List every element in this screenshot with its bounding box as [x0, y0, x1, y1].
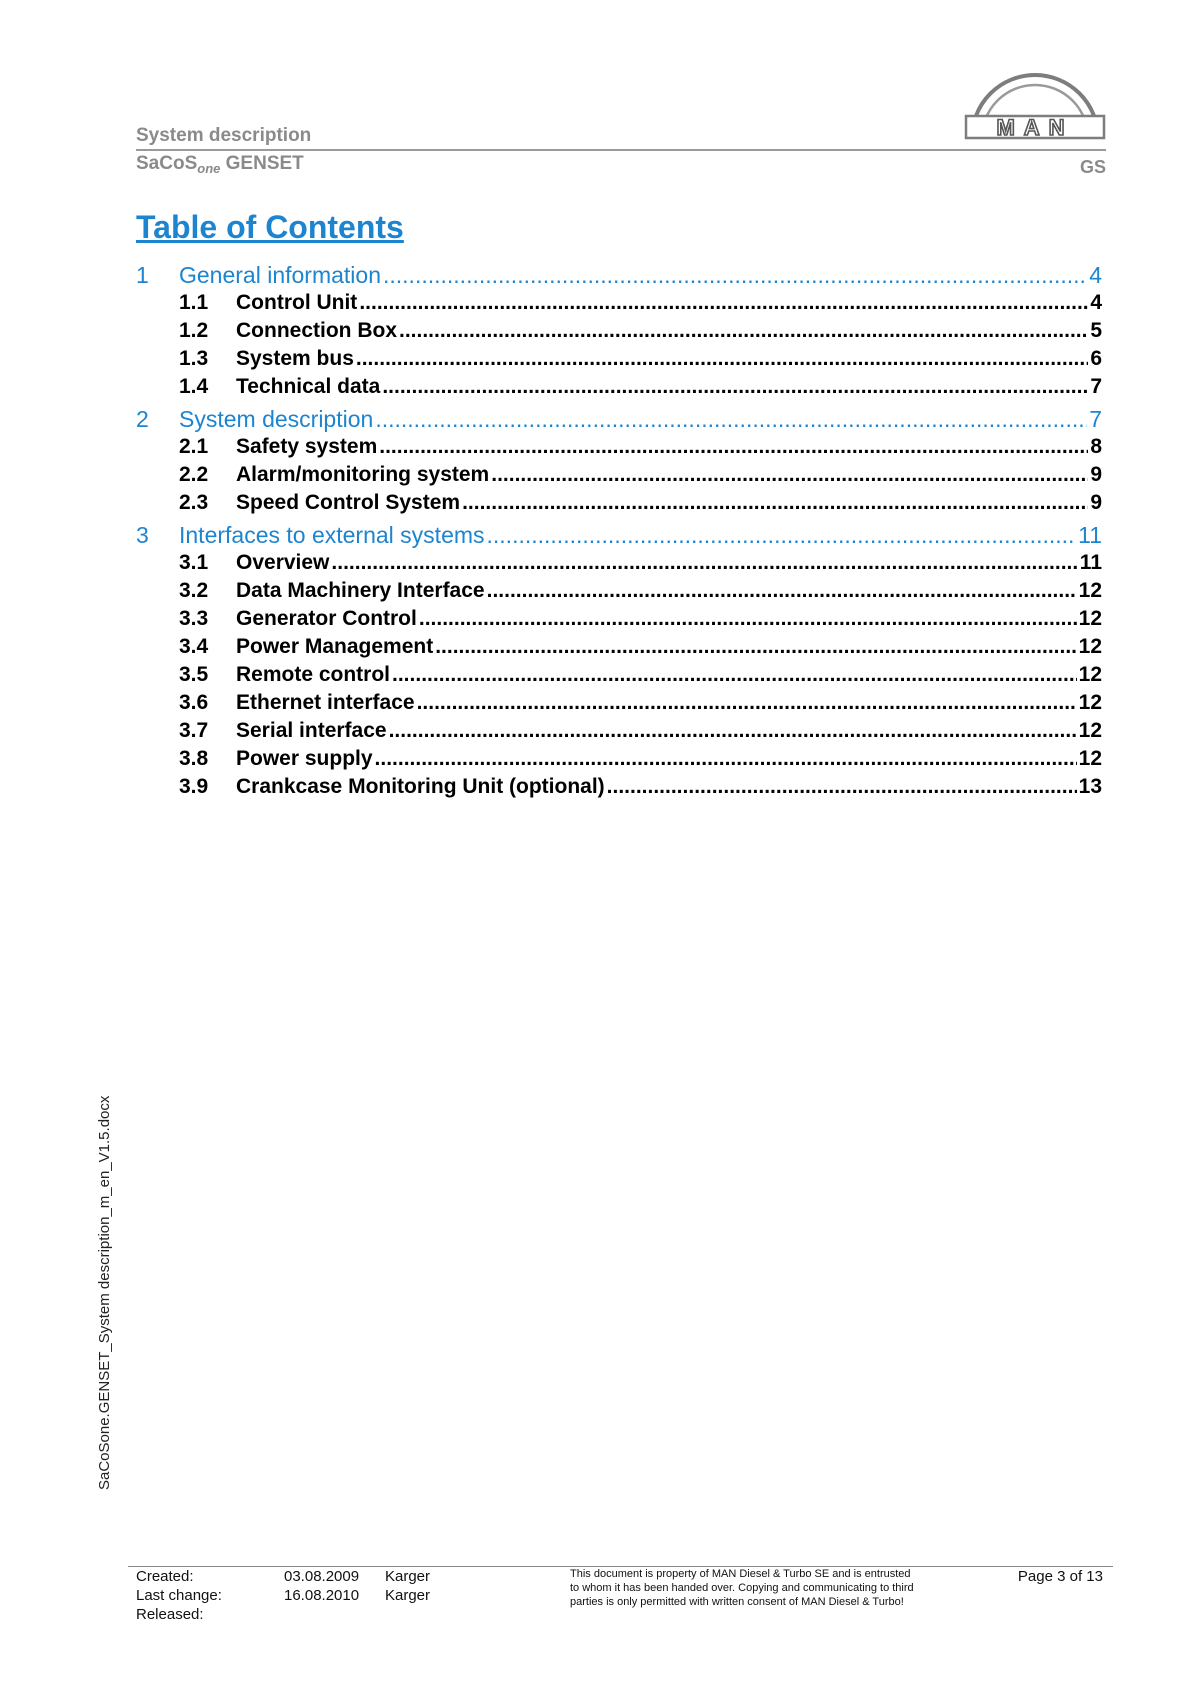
toc-entry-title: Ethernet interface — [236, 691, 415, 714]
toc-entry-number: 1.3 — [179, 347, 209, 370]
created-by: Karger — [385, 1568, 431, 1585]
toc-entry-title: Alarm/monitoring system — [236, 463, 490, 486]
toc-entry-title: System description — [179, 406, 374, 432]
toc-entry-number: 1 — [136, 262, 149, 288]
toc-leader-dots — [392, 663, 1077, 687]
toc-leader-dots — [462, 491, 1088, 515]
toc-entry-page: 4 — [1090, 291, 1102, 314]
header-divider — [136, 149, 1106, 151]
toc-entry-2-2[interactable] — [179, 463, 1102, 487]
doc-type-title: System description — [136, 125, 312, 146]
last-change-date: 16.08.2010 — [284, 1587, 360, 1604]
toc-entry-number: 3 — [136, 522, 149, 548]
toc-leader-dots — [399, 319, 1088, 343]
side-filename: SaCoSone.GENSET_System description_m_en_V1.5.docx — [96, 1095, 113, 1490]
notice-line: parties is only permitted with written consent of MAN Diesel & Turbo! — [570, 1596, 904, 1608]
toc-entry-title: Safety system — [236, 435, 378, 458]
toc-entry-number: 2.2 — [179, 463, 209, 486]
created-label: Created: — [136, 1568, 194, 1585]
toc-leader-dots — [607, 775, 1077, 799]
created-date: 03.08.2009 — [284, 1568, 360, 1585]
toc-entry-page: 12 — [1078, 691, 1102, 714]
toc-entry-2[interactable] — [136, 406, 1102, 433]
toc-entry-page: 13 — [1078, 775, 1102, 798]
toc-entry-number: 3.7 — [179, 719, 209, 742]
toc-entry-title: Connection Box — [236, 319, 397, 342]
toc-entry-3-9[interactable] — [179, 775, 1102, 799]
toc-entry-title: Generator Control — [236, 607, 417, 630]
toc-entry-page: 12 — [1078, 579, 1102, 602]
toc-entry-3-7[interactable] — [179, 719, 1102, 743]
toc-heading[interactable]: Table of Contents — [136, 209, 404, 245]
toc-entry-title: Technical data — [236, 375, 381, 398]
toc-leader-dots — [356, 347, 1088, 371]
toc-entry-1-4[interactable] — [179, 375, 1102, 399]
copyright-notice — [570, 1567, 970, 1609]
toc-entry-page: 11 — [1079, 551, 1102, 574]
toc-entry-title: General information — [179, 262, 381, 288]
toc-leader-dots — [487, 522, 1077, 549]
toc-entry-title: Speed Control System — [236, 491, 461, 514]
toc-entry-title: Power Management — [236, 635, 434, 658]
toc-entry-page: 12 — [1078, 747, 1102, 770]
toc-entry-title: Serial interface — [236, 719, 387, 742]
toc-entry-title: Control Unit — [236, 291, 358, 314]
toc-entry-title: Remote control — [236, 663, 391, 686]
toc-entry-3-1[interactable] — [179, 551, 1102, 575]
toc-entry-page: 9 — [1090, 491, 1102, 514]
toc-leader-dots — [435, 635, 1076, 659]
toc-entry-number: 3.9 — [179, 775, 209, 798]
toc-leader-dots — [375, 406, 1087, 433]
toc-entry-title: Crankcase Monitoring Unit (optional) — [236, 775, 605, 798]
toc-entry-page: 12 — [1078, 663, 1102, 686]
toc-leader-dots — [331, 551, 1077, 575]
toc-entry-3-3[interactable] — [179, 607, 1102, 631]
notice-line: This document is property of MAN Diesel & Turbo SE and is entrusted — [570, 1568, 911, 1580]
toc-entry-title: Data Machinery Interface — [236, 579, 485, 602]
toc-leader-dots — [417, 691, 1077, 715]
toc-leader-dots — [487, 579, 1077, 603]
toc-entry-page: 7 — [1089, 406, 1102, 432]
toc-entry-page: 12 — [1078, 635, 1102, 658]
toc-entry-page: 4 — [1089, 262, 1102, 288]
toc-leader-dots — [359, 291, 1088, 315]
toc-leader-dots — [491, 463, 1088, 487]
toc-leader-dots — [375, 747, 1077, 771]
toc-entry-number: 1.4 — [179, 375, 209, 398]
toc-entry-number: 2.3 — [179, 491, 209, 514]
toc-leader-dots — [389, 719, 1077, 743]
toc-entry-title: Power supply — [236, 747, 373, 770]
toc-entry-1-2[interactable] — [179, 319, 1102, 343]
toc-entry-3-2[interactable] — [179, 579, 1102, 603]
toc-entry-number: 3.6 — [179, 691, 209, 714]
toc-entry-number: 1.2 — [179, 319, 209, 342]
released-label: Released: — [136, 1606, 204, 1623]
toc-entry-3-5[interactable] — [179, 663, 1102, 687]
toc-entry-3-8[interactable] — [179, 747, 1102, 771]
toc-entry-title: Overview — [236, 551, 330, 574]
product-name: SaCoS$_{one}$ GENSET — [136, 153, 304, 176]
toc-entry-number: 2 — [136, 406, 149, 432]
toc-entry-title: Interfaces to external systems — [179, 522, 485, 548]
toc-entry-page: 5 — [1090, 319, 1102, 342]
toc-entry-2-3[interactable] — [179, 491, 1102, 515]
toc-entry-number: 2.1 — [179, 435, 209, 458]
toc-leader-dots — [383, 262, 1087, 289]
toc-entry-3-6[interactable] — [179, 691, 1102, 715]
toc-entry-1-1[interactable] — [179, 291, 1102, 315]
toc-entry-2-1[interactable] — [179, 435, 1102, 459]
toc-entry-number: 3.8 — [179, 747, 209, 770]
toc-entry-1-3[interactable] — [179, 347, 1102, 371]
toc-entry-page: 9 — [1090, 463, 1102, 486]
toc-leader-dots — [419, 607, 1077, 631]
toc-entry-number: 3.3 — [179, 607, 209, 630]
logo-text: MAN — [996, 115, 1074, 140]
toc-entry-1[interactable] — [136, 262, 1102, 289]
toc-entry-page: 11 — [1078, 522, 1102, 548]
man-logo-icon — [962, 64, 1108, 148]
toc-entry-page: 7 — [1090, 375, 1102, 398]
toc-entry-number: 3.1 — [179, 551, 209, 574]
toc-leader-dots — [379, 435, 1088, 459]
toc-entry-3-4[interactable] — [179, 635, 1102, 659]
last-change-label: Last change: — [136, 1587, 222, 1604]
toc-entry-page: 12 — [1078, 607, 1102, 630]
toc-entry-3[interactable] — [136, 522, 1102, 549]
notice-line: to whom it has been handed over. Copying and communicating to third — [570, 1582, 914, 1594]
toc-entry-number: 3.4 — [179, 635, 209, 658]
toc-leader-dots — [382, 375, 1088, 399]
toc-entry-page: 6 — [1090, 347, 1102, 370]
last-change-by: Karger — [385, 1587, 431, 1604]
toc-entry-number: 1.1 — [179, 291, 209, 314]
toc-entry-page: 8 — [1090, 435, 1102, 458]
toc-entry-page: 12 — [1078, 719, 1102, 742]
toc-entry-number: 3.2 — [179, 579, 209, 602]
page-number: Page 3 of 13 — [1017, 1568, 1103, 1585]
toc-entry-number: 3.5 — [179, 663, 209, 686]
toc-entry-title: System bus — [236, 347, 354, 370]
department-code: GS — [1079, 157, 1106, 177]
